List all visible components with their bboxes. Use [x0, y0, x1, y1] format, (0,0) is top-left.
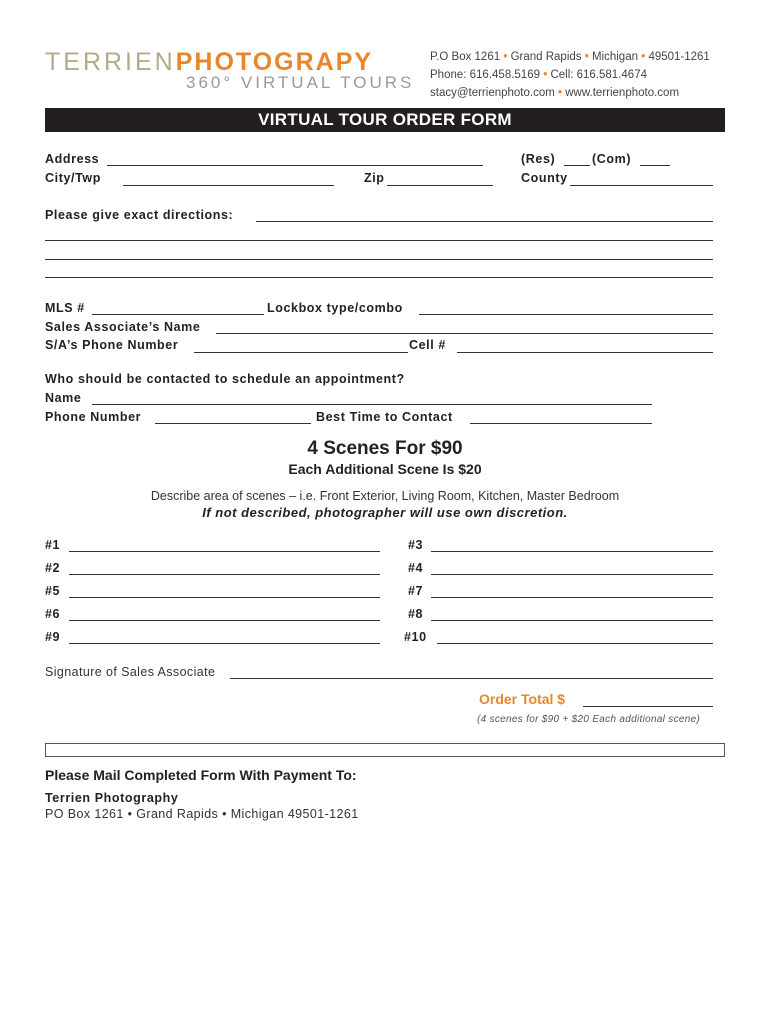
signature-field[interactable]	[230, 678, 713, 679]
phone-label: Phone Number	[45, 410, 142, 424]
bullet-icon: •	[584, 51, 589, 63]
bullet-icon: •	[503, 51, 508, 63]
directions-field-1[interactable]	[256, 221, 713, 222]
zip-label: Zip	[364, 171, 385, 185]
bullet-icon: •	[641, 51, 646, 63]
mailing-company: Terrien Photography	[45, 791, 179, 805]
scene-discretion-note: If not described, photographer will use own discretion.	[202, 505, 568, 520]
logo-word-photography: PHOTOGRAPY	[175, 48, 374, 76]
cell-label: Cell #	[409, 338, 446, 352]
scene-field[interactable]	[431, 574, 713, 575]
scene-label: #8	[408, 607, 424, 621]
website-link[interactable]: www.terrienphoto.com	[565, 87, 680, 99]
order-total-note: (4 scenes for $90 + $20 Each additional scene)	[477, 714, 701, 725]
scene-label: #4	[408, 561, 424, 575]
sa-phone-field[interactable]	[194, 352, 408, 353]
bullet-icon: •	[543, 69, 548, 81]
scene-field[interactable]	[431, 551, 713, 552]
directions-field-4[interactable]	[45, 277, 713, 278]
scene-label: #9	[45, 630, 61, 644]
pricing-additional: Each Additional Scene Is $20	[288, 461, 482, 477]
phone-number: Phone: 616.458.5169	[430, 69, 540, 81]
directions-field-3[interactable]	[45, 259, 713, 260]
com-field[interactable]	[640, 165, 670, 166]
county-field[interactable]	[570, 185, 713, 186]
bullet-icon: •	[558, 87, 563, 99]
contact-question: Who should be contacted to schedule an appointment?	[45, 372, 405, 386]
scene-label: #3	[408, 538, 424, 552]
scene-label: #7	[408, 584, 424, 598]
cell-number: Cell: 616.581.4674	[550, 69, 647, 81]
scene-field[interactable]	[69, 597, 380, 598]
contact-block	[430, 48, 710, 102]
logo-subtitle: 360° VIRTUAL TOURS	[186, 73, 415, 92]
scene-label: #6	[45, 607, 61, 621]
contact-web-line	[430, 84, 710, 102]
mls-label: MLS #	[45, 301, 85, 315]
scene-description-instructions: Describe area of scenes – i.e. Front Exterior, Living Room, Kitchen, Master Bedroom	[150, 489, 620, 503]
mailing-heading: Please Mail Completed Form With Payment To:	[45, 767, 357, 783]
scene-field[interactable]	[431, 597, 713, 598]
address-city: Grand Rapids	[510, 51, 582, 63]
directions-label: Please give exact directions:	[45, 208, 234, 222]
signature-label: Signature of Sales Associate	[45, 665, 216, 679]
sales-associate-label: Sales Associate’s Name	[45, 320, 201, 334]
address-state: Michigan	[591, 51, 638, 63]
scene-label: #2	[45, 561, 61, 575]
res-field[interactable]	[564, 165, 590, 166]
logo-word-terrien: TERRIEN	[45, 48, 176, 76]
address-po-box: P.O Box 1261	[430, 51, 501, 63]
city-label: City/Twp	[45, 171, 101, 185]
zip-field[interactable]	[387, 185, 493, 186]
scene-label: #5	[45, 584, 61, 598]
order-total-field[interactable]	[583, 706, 713, 707]
form-title: VIRTUAL TOUR ORDER FORM	[45, 108, 725, 132]
address-zip: 49501-1261	[648, 51, 710, 63]
cell-field[interactable]	[457, 352, 713, 353]
scene-field[interactable]	[437, 643, 713, 644]
address-field[interactable]	[107, 165, 483, 166]
email-link[interactable]: stacy@terrienphoto.com	[430, 87, 555, 99]
order-total-label: Order Total $	[479, 691, 566, 707]
lockbox-label: Lockbox type/combo	[267, 301, 403, 315]
directions-field-2[interactable]	[45, 240, 713, 241]
scene-label: #1	[45, 538, 61, 552]
mailing-address: PO Box 1261 • Grand Rapids • Michigan 49501-1261	[45, 807, 359, 821]
scene-field[interactable]	[69, 620, 380, 621]
contact-phone-line	[430, 66, 710, 84]
mls-field[interactable]	[92, 314, 264, 315]
county-label: County	[521, 171, 568, 185]
scene-label: #10	[404, 630, 427, 644]
city-field[interactable]	[123, 185, 334, 186]
res-label: (Res)	[521, 152, 556, 166]
best-time-field[interactable]	[470, 423, 652, 424]
contact-address-line	[430, 48, 710, 66]
name-field[interactable]	[92, 404, 652, 405]
best-time-label: Best Time to Contact	[316, 410, 453, 424]
lockbox-field[interactable]	[419, 314, 713, 315]
com-label: (Com)	[592, 152, 632, 166]
scene-field[interactable]	[69, 574, 380, 575]
address-label: Address	[45, 152, 100, 166]
phone-field[interactable]	[155, 423, 311, 424]
sales-associate-field[interactable]	[216, 333, 713, 334]
scene-field[interactable]	[69, 551, 380, 552]
scene-field[interactable]	[431, 620, 713, 621]
name-label: Name	[45, 391, 82, 405]
sa-phone-label: S/A’s Phone Number	[45, 338, 179, 352]
scene-field[interactable]	[69, 643, 380, 644]
pricing-headline: 4 Scenes For $90	[307, 438, 463, 459]
divider-box	[45, 743, 725, 757]
